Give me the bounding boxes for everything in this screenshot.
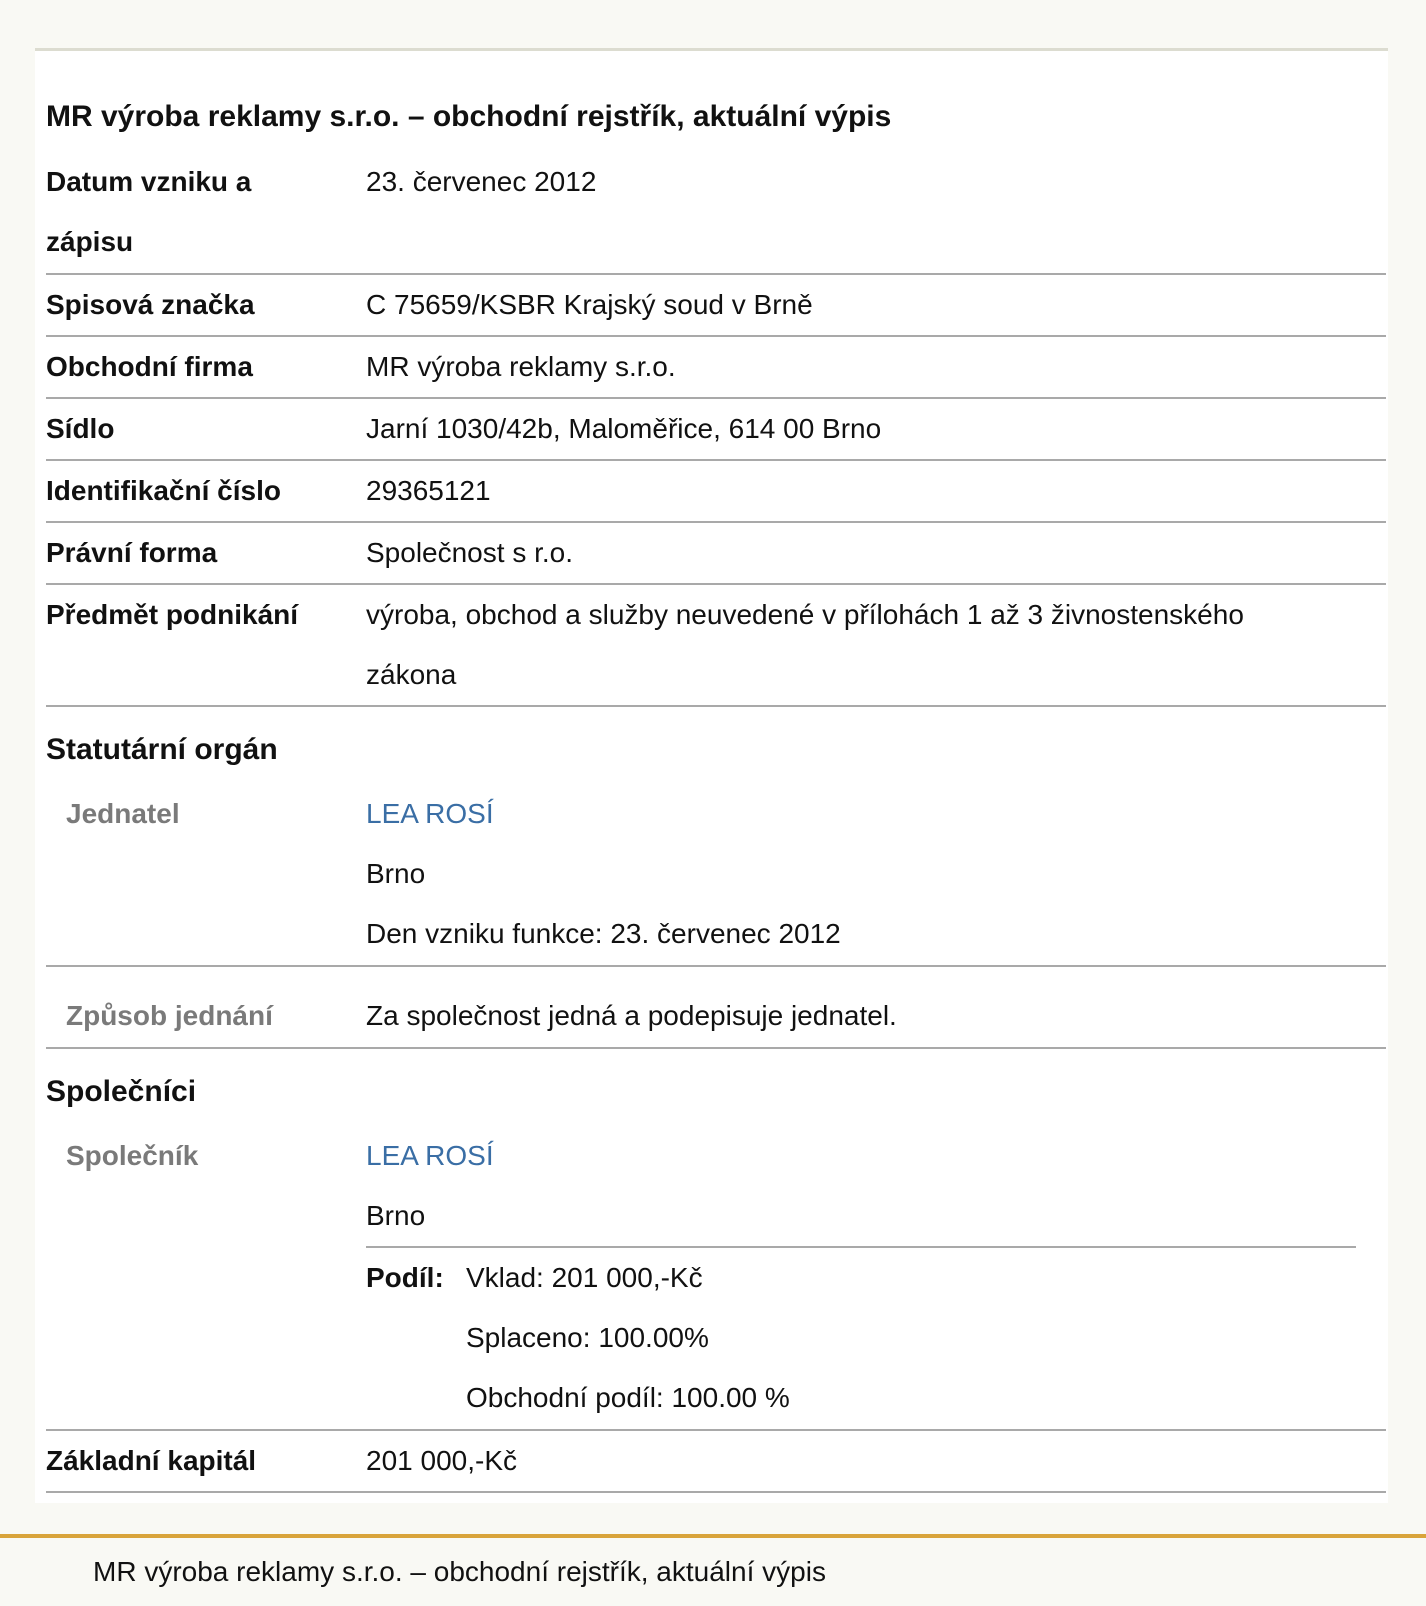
- divider: [46, 1491, 1386, 1493]
- share-deposit: Vklad: 201 000,-Kč: [466, 1262, 703, 1293]
- field-label: Sídlo: [46, 413, 115, 444]
- field-sublabel: Společník: [66, 1140, 199, 1171]
- person-city: Brno: [366, 858, 426, 889]
- field-label: Spisová značka: [46, 289, 255, 320]
- field-value: Společnost s r.o.: [366, 537, 574, 568]
- field-value-cont: zákona: [366, 659, 457, 690]
- person-city: Brno: [366, 1200, 426, 1231]
- person-link[interactable]: LEA ROSÍ: [366, 798, 494, 829]
- field-sublabel: Jednatel: [66, 798, 180, 829]
- person-link[interactable]: LEA ROSÍ: [366, 1140, 494, 1171]
- share-ratio: Obchodní podíl: 100.00 %: [466, 1382, 790, 1413]
- field-value: výroba, obchod a služby neuvedené v přílohách 1 až 3 živnostenského: [366, 599, 1244, 630]
- section-heading-spolecnici: Společníci: [46, 1075, 197, 1108]
- field-value: MR výroba reklamy s.r.o.: [366, 351, 676, 382]
- page-title: MR výroba reklamy s.r.o. – obchodní rejstřík, aktuální výpis: [46, 100, 892, 133]
- field-label: Právní forma: [46, 537, 218, 568]
- field-value: 29365121: [366, 475, 491, 506]
- footer-text: MR výroba reklamy s.r.o. – obchodní rejstřík, aktuální výpis: [93, 1556, 826, 1587]
- field-value: C 75659/KSBR Krajský soud v Brně: [366, 289, 813, 320]
- divider: [46, 965, 1386, 967]
- field-label: Datum vzniku a: [46, 166, 252, 197]
- divider: [46, 521, 1386, 523]
- divider: [46, 705, 1386, 707]
- share-label: Podíl:: [366, 1262, 444, 1293]
- field-label: Předmět podnikání: [46, 599, 299, 630]
- field-value: Jarní 1030/42b, Maloměřice, 614 00 Brno: [366, 413, 882, 444]
- field-label: Identifikační číslo: [46, 475, 281, 506]
- footer-divider: [0, 1534, 1426, 1538]
- section-heading-statutarni: Statutární orgán: [46, 733, 278, 766]
- field-label: Obchodní firma: [46, 351, 253, 382]
- field-value: 201 000,-Kč: [366, 1445, 517, 1476]
- function-start: Den vzniku funkce: 23. červenec 2012: [366, 918, 841, 949]
- field-value: 23. červenec 2012: [366, 166, 597, 197]
- share-paid: Splaceno: 100.00%: [466, 1322, 709, 1353]
- field-label: Základní kapitál: [46, 1445, 257, 1476]
- content-card: [35, 51, 1388, 1503]
- field-label-cont: zápisu: [46, 226, 134, 257]
- divider: [46, 1047, 1386, 1049]
- field-value: Za společnost jedná a podepisuje jednatel.: [366, 1000, 897, 1031]
- field-sublabel: Způsob jednání: [66, 1000, 273, 1031]
